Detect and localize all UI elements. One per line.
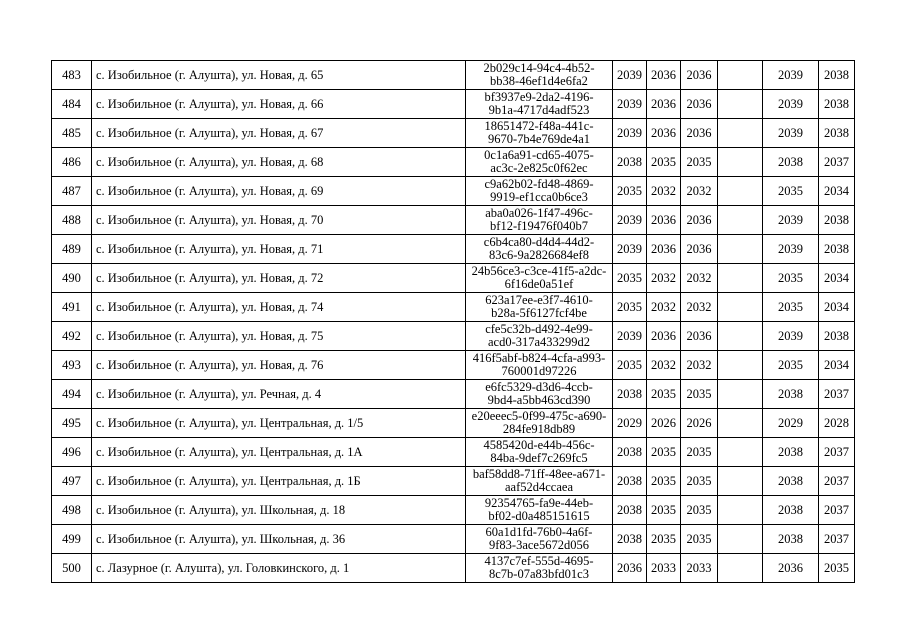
guid-cell	[466, 90, 613, 119]
year-cell-3: 2032	[681, 293, 718, 322]
table-row	[52, 148, 855, 177]
year-cell-6: 2038	[819, 322, 855, 351]
address-cell: с. Изобильное (г. Алушта), ул. Новая, д. 66	[92, 90, 466, 119]
row-number: 496	[52, 438, 92, 467]
year-cell-4	[718, 525, 763, 554]
table-body	[52, 61, 855, 583]
table-row	[52, 293, 855, 322]
year-cell-2: 2032	[647, 264, 681, 293]
row-number: 486	[52, 148, 92, 177]
year-cell-6: 2034	[819, 264, 855, 293]
address-cell: с. Изобильное (г. Алушта), ул. Новая, д. 68	[92, 148, 466, 177]
year-cell-2: 2036	[647, 322, 681, 351]
year-cell-3: 2033	[681, 554, 718, 583]
guid-cell	[466, 293, 613, 322]
year-cell-3: 2036	[681, 119, 718, 148]
year-cell-4	[718, 235, 763, 264]
address-cell: с. Изобильное (г. Алушта), ул. Новая, д. 75	[92, 322, 466, 351]
year-cell-5: 2039	[763, 61, 819, 90]
guid-line-2: 9919-ef1cca0b6ce3	[490, 190, 588, 204]
year-cell-5: 2036	[763, 554, 819, 583]
year-cell-6: 2034	[819, 177, 855, 206]
row-number: 499	[52, 525, 92, 554]
year-cell-6: 2038	[819, 119, 855, 148]
year-cell-5: 2035	[763, 351, 819, 380]
guid-line-2: 9670-7b4e769de4a1	[487, 132, 591, 146]
table-row	[52, 554, 855, 583]
year-cell-6: 2034	[819, 351, 855, 380]
year-cell-5: 2038	[763, 380, 819, 409]
year-cell-5: 2038	[763, 467, 819, 496]
year-cell-6: 2035	[819, 554, 855, 583]
year-cell-4	[718, 409, 763, 438]
year-cell-2: 2032	[647, 177, 681, 206]
guid-cell	[466, 235, 613, 264]
address-cell: с. Изобильное (г. Алушта), ул. Новая, д. 70	[92, 206, 466, 235]
row-number: 484	[52, 90, 92, 119]
address-cell: с. Изобильное (г. Алушта), ул. Новая, д. 65	[92, 61, 466, 90]
year-cell-2: 2036	[647, 61, 681, 90]
year-cell-1: 2038	[613, 148, 647, 177]
table-row	[52, 438, 855, 467]
guid-cell	[466, 61, 613, 90]
guid-cell	[466, 525, 613, 554]
table-row	[52, 90, 855, 119]
guid-line-1: cfe5c32b-d492-4e99-	[485, 322, 593, 336]
year-cell-1: 2035	[613, 351, 647, 380]
table-row	[52, 467, 855, 496]
address-cell: с. Изобильное (г. Алушта), ул. Новая, д. 69	[92, 177, 466, 206]
row-number: 500	[52, 554, 92, 583]
year-cell-4	[718, 496, 763, 525]
guid-cell	[466, 264, 613, 293]
table-row	[52, 409, 855, 438]
guid-line-2: 9f83-3ace5672d056	[489, 538, 589, 552]
year-cell-1: 2029	[613, 409, 647, 438]
guid-line-2: 84ba-9def7c269fc5	[490, 451, 588, 465]
row-number: 485	[52, 119, 92, 148]
address-cell: с. Изобильное (г. Алушта), ул. Новая, д. 72	[92, 264, 466, 293]
year-cell-2: 2036	[647, 206, 681, 235]
row-number: 489	[52, 235, 92, 264]
guid-line-2: 6f16de0a51ef	[504, 277, 574, 291]
guid-line-1: c9a62b02-fd48-4869-	[484, 177, 594, 191]
year-cell-1: 2038	[613, 380, 647, 409]
year-cell-6: 2037	[819, 438, 855, 467]
year-cell-4	[718, 206, 763, 235]
guid-cell	[466, 177, 613, 206]
year-cell-4	[718, 61, 763, 90]
guid-cell	[466, 206, 613, 235]
guid-line-2: 760001d97226	[501, 364, 577, 378]
guid-cell	[466, 438, 613, 467]
table-row	[52, 322, 855, 351]
row-number: 497	[52, 467, 92, 496]
guid-line-2: bf12-f19476f040b7	[490, 219, 588, 233]
year-cell-4	[718, 119, 763, 148]
guid-cell	[466, 322, 613, 351]
housing-register-table	[51, 60, 855, 583]
year-cell-3: 2036	[681, 322, 718, 351]
year-cell-2: 2035	[647, 380, 681, 409]
year-cell-1: 2039	[613, 235, 647, 264]
year-cell-2: 2035	[647, 438, 681, 467]
year-cell-3: 2032	[681, 351, 718, 380]
year-cell-4	[718, 90, 763, 119]
row-number: 487	[52, 177, 92, 206]
year-cell-2: 2035	[647, 496, 681, 525]
guid-cell	[466, 496, 613, 525]
year-cell-4	[718, 293, 763, 322]
guid-line-1: bf3937e9-2da2-4196-	[484, 90, 594, 104]
year-cell-5: 2029	[763, 409, 819, 438]
table-row	[52, 264, 855, 293]
year-cell-3: 2032	[681, 177, 718, 206]
row-number: 488	[52, 206, 92, 235]
year-cell-3: 2032	[681, 264, 718, 293]
guid-line-1: e6fc5329-d3d6-4ccb-	[485, 380, 593, 394]
guid-cell	[466, 554, 613, 583]
table-row	[52, 380, 855, 409]
table-row	[52, 496, 855, 525]
guid-line-1: 0c1a6a91-cd65-4075-	[484, 148, 594, 162]
year-cell-4	[718, 380, 763, 409]
guid-cell	[466, 380, 613, 409]
year-cell-4	[718, 438, 763, 467]
year-cell-4	[718, 351, 763, 380]
year-cell-3: 2035	[681, 496, 718, 525]
table-row	[52, 235, 855, 264]
year-cell-3: 2036	[681, 90, 718, 119]
address-cell: с. Изобильное (г. Алушта), ул. Центральная, д. 1/5	[92, 409, 466, 438]
year-cell-2: 2035	[647, 525, 681, 554]
table-row	[52, 61, 855, 90]
address-cell: с. Изобильное (г. Алушта), ул. Новая, д. 71	[92, 235, 466, 264]
address-cell: с. Лазурное (г. Алушта), ул. Головкинского, д. 1	[92, 554, 466, 583]
year-cell-5: 2035	[763, 264, 819, 293]
guid-line-1: 60a1d1fd-76b0-4a6f-	[485, 525, 593, 539]
year-cell-5: 2035	[763, 177, 819, 206]
year-cell-5: 2035	[763, 293, 819, 322]
guid-cell	[466, 467, 613, 496]
address-cell: с. Изобильное (г. Алушта), ул. Школьная, д. 36	[92, 525, 466, 554]
year-cell-2: 2036	[647, 119, 681, 148]
year-cell-2: 2036	[647, 235, 681, 264]
year-cell-5: 2039	[763, 206, 819, 235]
year-cell-6: 2037	[819, 467, 855, 496]
year-cell-3: 2035	[681, 525, 718, 554]
year-cell-1: 2039	[613, 206, 647, 235]
guid-line-1: 4137c7ef-555d-4695-	[484, 554, 594, 568]
year-cell-4	[718, 322, 763, 351]
table-row	[52, 351, 855, 380]
year-cell-3: 2026	[681, 409, 718, 438]
year-cell-4	[718, 148, 763, 177]
year-cell-1: 2038	[613, 496, 647, 525]
row-number: 493	[52, 351, 92, 380]
year-cell-5: 2039	[763, 322, 819, 351]
year-cell-5: 2038	[763, 438, 819, 467]
address-cell: с. Изобильное (г. Алушта), ул. Новая, д. 67	[92, 119, 466, 148]
year-cell-1: 2038	[613, 525, 647, 554]
guid-cell	[466, 148, 613, 177]
year-cell-6: 2034	[819, 293, 855, 322]
year-cell-6: 2037	[819, 525, 855, 554]
year-cell-1: 2038	[613, 467, 647, 496]
year-cell-1: 2039	[613, 61, 647, 90]
address-cell: с. Изобильное (г. Алушта), ул. Школьная, д. 18	[92, 496, 466, 525]
guid-line-1: e20eeec5-0f99-475c-a690-	[471, 409, 607, 423]
guid-line-2: ac3c-2e825c0f62ec	[490, 161, 588, 175]
guid-line-2: 9b1a-4717d4adf523	[488, 103, 590, 117]
year-cell-2: 2035	[647, 467, 681, 496]
year-cell-6: 2038	[819, 61, 855, 90]
year-cell-5: 2038	[763, 525, 819, 554]
guid-line-1: 24b56ce3-c3ce-41f5-a2dc-	[471, 264, 607, 278]
year-cell-2: 2033	[647, 554, 681, 583]
address-cell: с. Изобильное (г. Алушта), ул. Новая, д. 76	[92, 351, 466, 380]
year-cell-6: 2028	[819, 409, 855, 438]
year-cell-6: 2038	[819, 206, 855, 235]
guid-line-2: acd0-317a433299d2	[487, 335, 591, 349]
year-cell-4	[718, 554, 763, 583]
row-number: 483	[52, 61, 92, 90]
row-number: 498	[52, 496, 92, 525]
row-number: 491	[52, 293, 92, 322]
address-cell: с. Изобильное (г. Алушта), ул. Центральная, д. 1Б	[92, 467, 466, 496]
year-cell-1: 2035	[613, 264, 647, 293]
year-cell-1: 2035	[613, 177, 647, 206]
address-cell: с. Изобильное (г. Алушта), ул. Центральная, д. 1А	[92, 438, 466, 467]
row-number: 492	[52, 322, 92, 351]
table-row	[52, 525, 855, 554]
guid-line-1: baf58dd8-71ff-48ee-a671-	[472, 467, 606, 481]
year-cell-2: 2032	[647, 351, 681, 380]
year-cell-2: 2032	[647, 293, 681, 322]
year-cell-3: 2035	[681, 438, 718, 467]
guid-line-2: 83c6-9a2826684ef8	[489, 248, 589, 262]
year-cell-1: 2039	[613, 90, 647, 119]
row-number: 490	[52, 264, 92, 293]
year-cell-5: 2038	[763, 496, 819, 525]
year-cell-6: 2037	[819, 380, 855, 409]
year-cell-3: 2036	[681, 61, 718, 90]
year-cell-5: 2039	[763, 119, 819, 148]
year-cell-5: 2038	[763, 148, 819, 177]
guid-line-1: c6b4ca80-d4d4-44d2-	[483, 235, 595, 249]
guid-line-1: 623a17ee-e3f7-4610-	[485, 293, 593, 307]
year-cell-1: 2039	[613, 322, 647, 351]
guid-line-2: bb38-46ef1d4e6fa2	[490, 74, 588, 88]
year-cell-6: 2037	[819, 148, 855, 177]
guid-line-1: 18651472-f48a-441c-	[484, 119, 594, 133]
year-cell-4	[718, 177, 763, 206]
year-cell-3: 2035	[681, 467, 718, 496]
year-cell-4	[718, 467, 763, 496]
year-cell-5: 2039	[763, 90, 819, 119]
year-cell-1: 2035	[613, 293, 647, 322]
guid-cell	[466, 409, 613, 438]
guid-line-2: 284fe918db89	[502, 422, 576, 436]
guid-cell	[466, 119, 613, 148]
guid-line-1: 92354765-fa9e-44eb-	[484, 496, 594, 510]
guid-line-1: 416f5abf-b824-4cfa-a993-	[472, 351, 606, 365]
year-cell-1: 2036	[613, 554, 647, 583]
row-number: 494	[52, 380, 92, 409]
year-cell-4	[718, 264, 763, 293]
year-cell-6: 2037	[819, 496, 855, 525]
guid-cell	[466, 351, 613, 380]
year-cell-2: 2035	[647, 148, 681, 177]
year-cell-3: 2036	[681, 235, 718, 264]
guid-line-1: 4585420d-e44b-456c-	[483, 438, 595, 452]
year-cell-2: 2026	[647, 409, 681, 438]
table-row	[52, 206, 855, 235]
year-cell-6: 2038	[819, 90, 855, 119]
year-cell-1: 2038	[613, 438, 647, 467]
row-number: 495	[52, 409, 92, 438]
table-row	[52, 177, 855, 206]
guid-line-1: aba0a026-1f47-496c-	[485, 206, 593, 220]
address-cell: с. Изобильное (г. Алушта), ул. Новая, д. 74	[92, 293, 466, 322]
year-cell-3: 2035	[681, 380, 718, 409]
guid-line-2: b28a-5f6127fcf4be	[491, 306, 587, 320]
year-cell-3: 2035	[681, 148, 718, 177]
year-cell-6: 2038	[819, 235, 855, 264]
year-cell-5: 2039	[763, 235, 819, 264]
table-row	[52, 119, 855, 148]
year-cell-2: 2036	[647, 90, 681, 119]
guid-line-2: 9bd4-a5bb463cd390	[487, 393, 591, 407]
guid-line-1: 2b029c14-94c4-4b52-	[483, 61, 595, 75]
guid-line-2: aaf52d4ccaea	[505, 480, 573, 494]
address-cell: с. Изобильное (г. Алушта), ул. Речная, д. 4	[92, 380, 466, 409]
guid-line-2: bf02-d0a485151615	[488, 509, 590, 523]
guid-line-2: 8c7b-07a83bfd01c3	[489, 567, 589, 581]
year-cell-3: 2036	[681, 206, 718, 235]
year-cell-1: 2039	[613, 119, 647, 148]
